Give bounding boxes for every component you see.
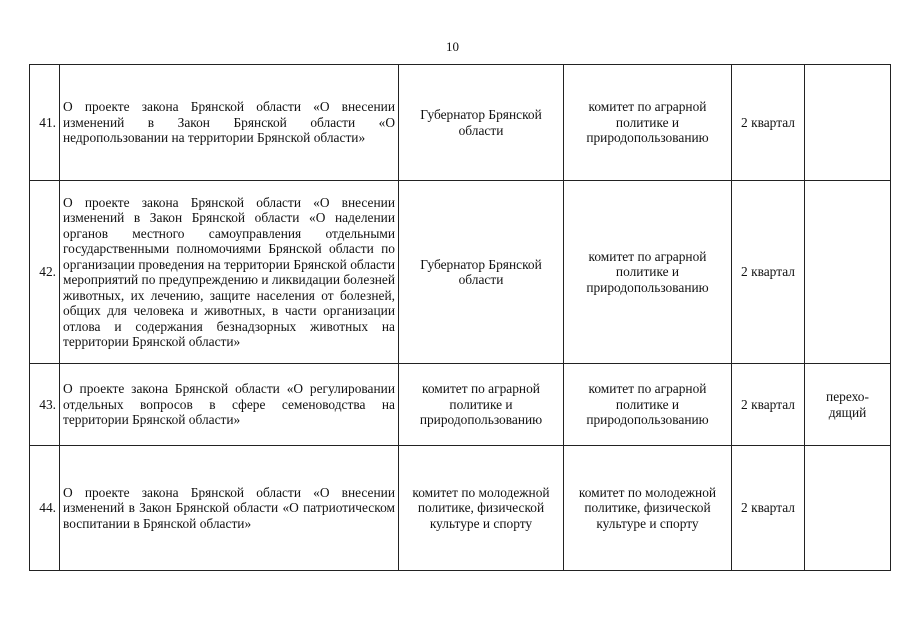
table-row [30,364,891,446]
initiator-cell: комитет по аграрной политике и природопользованию [399,364,564,446]
table-row [30,446,891,571]
bill-title: О проекте закона Брянской области «О регулировании отдельных вопросов в сфере семеноводства на территории Брянской области» [60,364,399,446]
note-cell: перехо-дящий [805,364,891,446]
bill-title: О проекте закона Брянской области «О внесении изменений в Закон Брянской области «О патриотическом воспитании в Брянской области» [60,446,399,571]
term-cell: 2 квартал [732,65,805,181]
term-cell: 2 квартал [732,446,805,571]
initiator-cell: Губернатор Брянской области [399,65,564,181]
committee-cell: комитет по молодежной политике, физической культуре и спорту [564,446,732,571]
bill-title: О проекте закона Брянской области «О внесении изменений в Закон Брянской области «О недропользовании на территории Брянской области» [60,65,399,181]
committee-cell: комитет по аграрной политике и природопользованию [564,65,732,181]
page-number: 10 [446,39,459,54]
row-number: 41. [30,65,60,181]
note-cell [805,65,891,181]
bill-title: О проекте закона Брянской области «О внесении изменений в Закон Брянской области «О наделении органов местного самоуправления отдельными государственными полномочиями Брянской области по организации проведения на территории Брянской области мероприятий по предупреждению и ликвидации болезней животных, их лечению, защите населения от болезней, общих для человека и животных, в части организации отлова и содержания безнадзорных животных на территории Брянской области» [60,181,399,364]
initiator-cell: комитет по молодежной политике, физической культуре и спорту [399,446,564,571]
term-cell: 2 квартал [732,181,805,364]
row-number: 42. [30,181,60,364]
row-number: 43. [30,364,60,446]
committee-cell: комитет по аграрной политике и природопользованию [564,181,732,364]
term-cell: 2 квартал [732,364,805,446]
initiator-cell: Губернатор Брянской области [399,181,564,364]
table-row [30,181,891,364]
legislative-plan-table [29,64,891,571]
note-cell [805,181,891,364]
table-row [30,65,891,181]
committee-cell: комитет по аграрной политике и природопользованию [564,364,732,446]
row-number: 44. [30,446,60,571]
note-cell [805,446,891,571]
